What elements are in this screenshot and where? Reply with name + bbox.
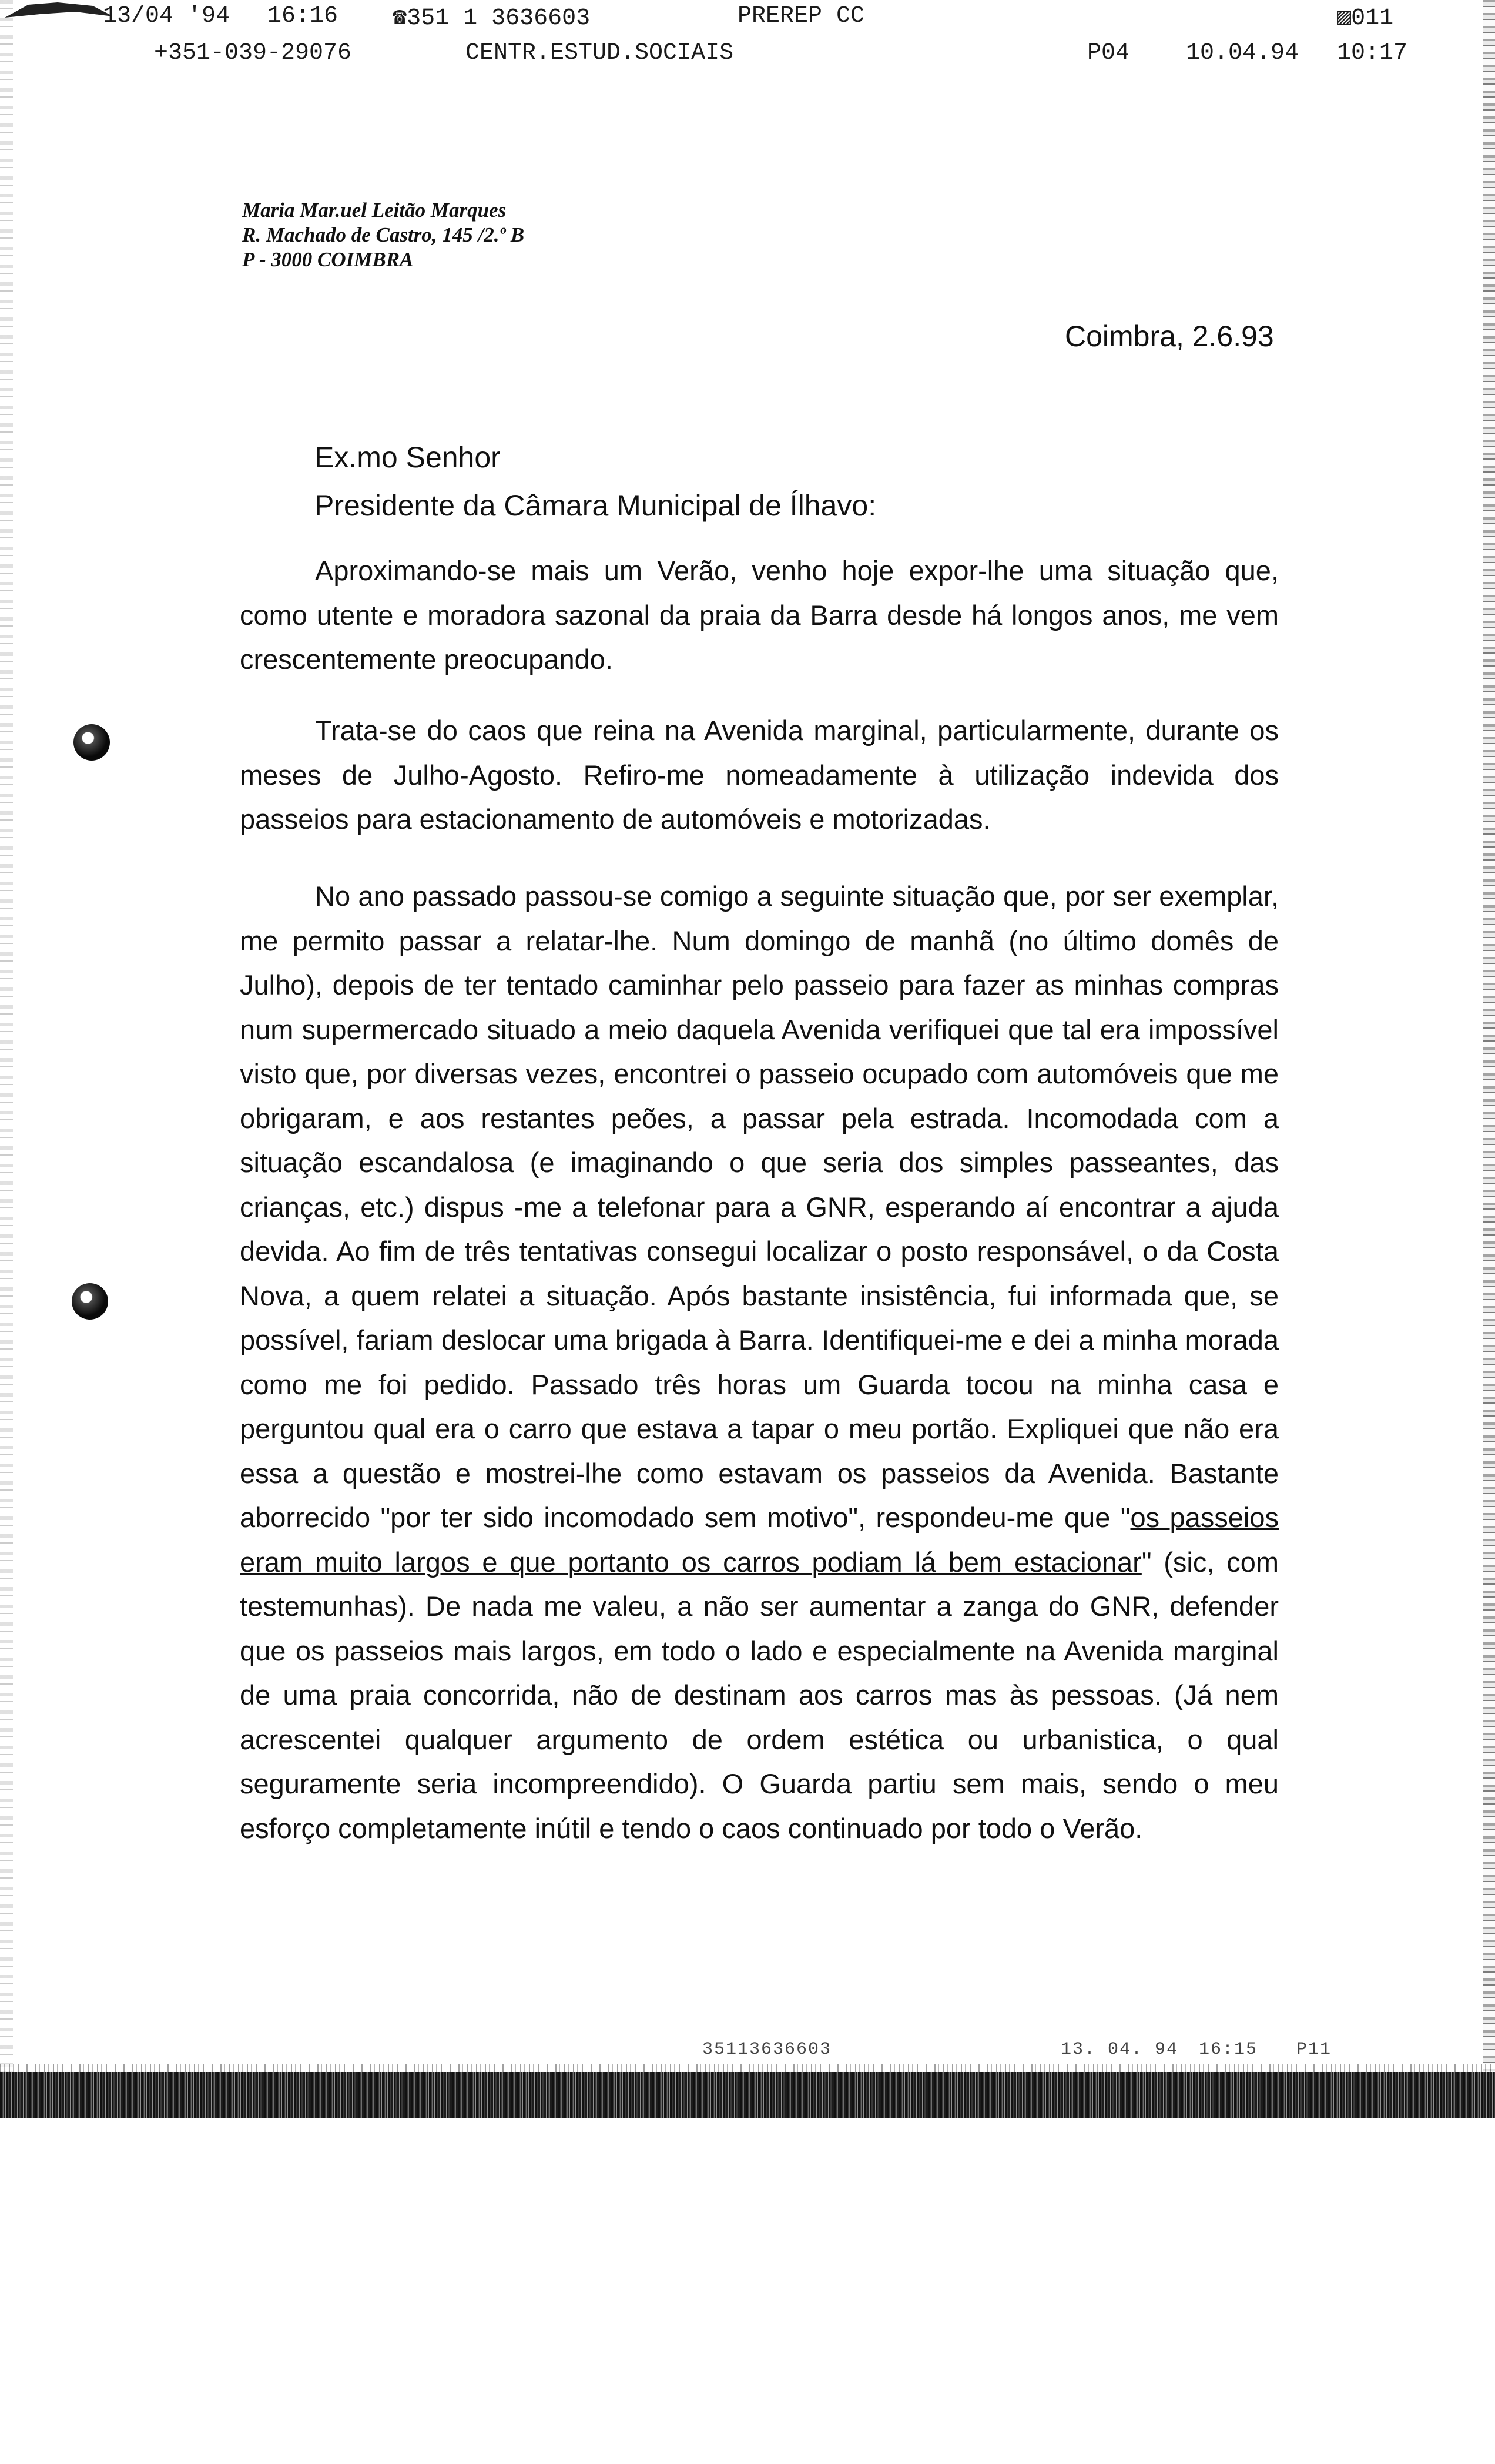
salutation-line-1: Ex.mo Senhor [314, 441, 501, 474]
sender-name: Maria Mar.uel Leitão Marques [242, 199, 507, 222]
fax-header-number: +351-039-29076 [154, 40, 352, 66]
sender-street: R. Machado de Castro, 145 /2.º B [242, 223, 525, 246]
body-paragraph-1 [240, 548, 1279, 682]
paragraph-text [240, 874, 1279, 1850]
fax-header-page: ▨011 [1337, 5, 1394, 32]
salutation-line-2: Presidente da Câmara Municipal de Ílhavo: [314, 489, 877, 522]
fax-footer-number: 35113636603 [702, 2040, 832, 2060]
paragraph-text: Trata-se do caos que reina na Avenida marginal, particularmente, durante os meses de Julho-Agosto. Refiro-me nomeadamente à utilização indevida dos passeios para estacionamento de automóveis e motorizadas. [240, 715, 1279, 835]
fax-smudge-mark [5, 0, 116, 26]
fax-footer-date: 13. 04. 94 [1061, 2040, 1179, 2060]
sender-address [242, 198, 524, 272]
paragraph-text-before-quote: No ano passado passou-se comigo a seguinte situação que, por ser exemplar, me permito passar a relatar-lhe. Num domingo de manhã (no último domês de Julho), depois de ter tentado caminhar pelo passeio para fazer as minhas compras num supermercado situado a meio daquela Avenida verifiquei que tal era impossível visto que, por diversas vezes, encontrei o passeio ocupado com automóveis que me obrigaram, e aos restantes peões, a passar pela estrada. Incomodada com a situação escandalosa (e imaginando o que seria dos simples passeantes, das crianças, etc.) dispus -me a telefonar para a GNR, esperando aí encontrar a ajuda devida. Ao fim de três tentativas consegui localizar o posto responsável, o da Costa Nova, a quem relatei a situação. Após bastante insistência, fui informada que, se possível, fariam deslocar uma brigada à Barra. Identifiquei-me e dei a minha morada como me foi pedido. Passado três horas um Guarda tocou na minha casa e perguntou qual era o carro que estava a tapar o meu portão. Expliquei que não era essa a questão e mostrei-lhe como estavam os passeios da Avenida. Bastante aborrecido "por ter sido incomodado sem motivo", respondeu-me que " [240, 881, 1279, 1533]
scan-edge-right [1483, 0, 1495, 2098]
fax-header-phone: ☎351 1 3636603 [393, 5, 591, 32]
punch-hole [73, 724, 110, 761]
body-paragraph-3 [240, 874, 1279, 1850]
fax-header-org: CENTR.ESTUD.SOCIAIS [465, 40, 734, 66]
punch-hole [72, 1283, 108, 1320]
salutation [314, 433, 876, 530]
fax-header-time: 16:16 [267, 3, 338, 29]
fax-header-date: 13/04 '94 [103, 3, 230, 29]
scan-band [0, 2072, 1495, 2118]
fax-footer-page: P11 [1296, 2040, 1332, 2060]
scan-edge-left [0, 0, 13, 2098]
letter-place-date: Coimbra, 2.6.93 [1065, 320, 1274, 353]
sender-city: P - 3000 COIMBRA [242, 248, 414, 271]
fax-header-time-2: 10:17 [1337, 40, 1408, 66]
fax-header-page-2: P04 [1087, 40, 1130, 66]
paragraph-text: Aproximando-se mais um Verão, venho hoje expor-lhe uma situação que, como utente e moradora sazonal da praia da Barra desde há longos anos, me vem crescentemente preocupando. [240, 555, 1279, 675]
underlined-quote: os passeios eram muito largos e que portanto os carros podiam lá bem estacionar [240, 1502, 1279, 1578]
scan-band-edge [0, 2064, 1495, 2073]
fax-header-sender: PREREP CC [738, 3, 865, 29]
paragraph-text-after-quote: " (sic, com testemunhas). De nada me valeu, a não ser aumentar a zanga do GNR, defender que os passeios mais largos, em todo o lado e especialmente na Avenida marginal de uma praia concorrida, não de destinam aos carros mas às pessoas. (Já nem acrescentei qualquer argumento de ordem estética ou urbanistica, o qual seguramente seria incompreendido). O Guarda partiu sem mais, sendo o meu esforço completamente inútil e tendo o caos continuado por todo o Verão. [240, 1546, 1279, 1844]
body-paragraph-2 [240, 708, 1279, 842]
fax-footer-time: 16:15 [1199, 2040, 1258, 2060]
fax-header-date-2: 10.04.94 [1186, 40, 1299, 66]
